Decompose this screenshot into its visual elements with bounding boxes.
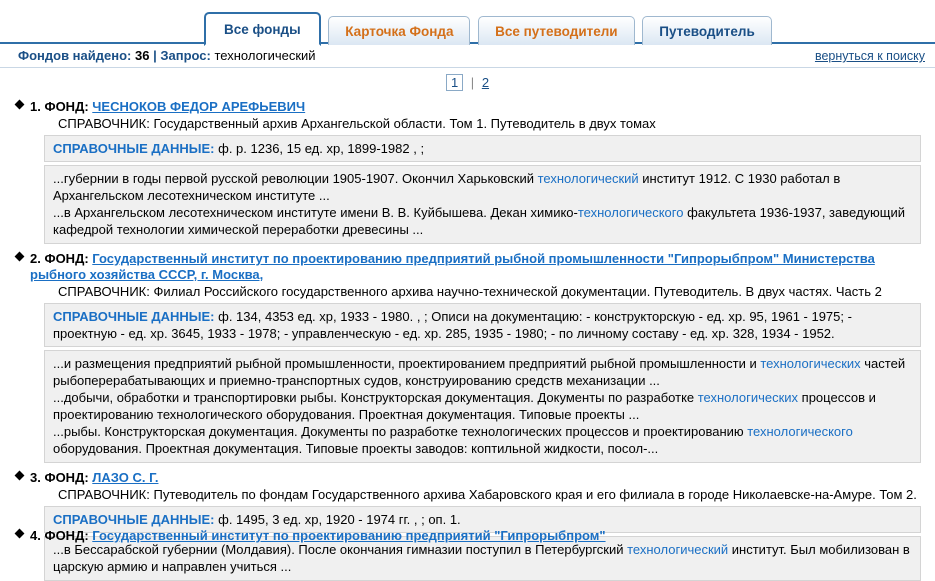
record-header (0, 528, 935, 544)
bullet-icon (15, 529, 25, 539)
snippet-highlight: технологического (577, 205, 684, 220)
page-1-current[interactable]: 1 (446, 74, 463, 91)
snippet-text: институт. Был мобилизован в царскую армию и направлен учиться ... (53, 542, 910, 574)
record-fond-label: ФОНД: (44, 528, 89, 543)
record-number: 2. (30, 251, 41, 266)
record-guide-label: СПРАВОЧНИК: (58, 487, 150, 502)
snippet (53, 389, 912, 423)
page-2-link[interactable]: 2 (481, 75, 490, 90)
snippet-text: ...добычи, обработки и транспортировки рыбы. Конструкторская документация. Документы по разработке (53, 390, 698, 405)
snippet (53, 423, 912, 457)
results-info-bar (0, 44, 935, 68)
partial-record-clip (0, 528, 935, 548)
snippet-text: ...рыбы. Конструкторская документация. Документы по разработке технологических процессов и проектированию (53, 424, 748, 439)
record-data-label: СПРАВОЧНЫЕ ДАННЫЕ: (53, 309, 215, 324)
result-record (14, 470, 921, 581)
snippet (53, 204, 912, 238)
back-to-search-link[interactable]: вернуться к поиску (814, 49, 925, 63)
record-title-link[interactable]: ЛАЗО С. Г. (92, 470, 159, 485)
results-list (0, 95, 935, 581)
record-guide-label: СПРАВОЧНИК: (58, 116, 150, 131)
snippet-text: оборудования. Проектная документация. Типовые проекты заводов: коптильной жидкости, посол-... (53, 441, 659, 456)
record-title-link[interactable]: ЧЕСНОКОВ ФЕДОР АРЕФЬЕВИЧ (92, 99, 306, 114)
record-guide-value: Государственный архив Архангельской области. Том 1. Путеводитель в двух томах (153, 116, 656, 131)
record-data-box (44, 303, 921, 347)
snippet-text: факультета 1936-1937, заведующий кафедрой технологии химической переработки древесины ... (53, 205, 905, 237)
snippet-text: ...и размещения предприятий рыбной промышленности, проектированием предприятий рыбной промышленности и (53, 356, 761, 371)
record-snippets (44, 350, 921, 463)
record-number: 1. (30, 99, 41, 114)
record-fond-label: ФОНД: (44, 251, 89, 266)
record-guide-value: Филиал Российского государственного архива научно-технической документации. Путеводитель. В двух частях. Часть 2 (153, 284, 882, 299)
tab-all-funds[interactable]: Все фонды (204, 12, 321, 46)
record-title-link[interactable]: Государственный институт по проектированию предприятий "Гипрорыбпром" (92, 528, 606, 543)
record-header (14, 470, 921, 486)
record-data-value: ф. р. 1236, 15 ед. хр, 1899-1982 , ; (218, 141, 425, 156)
record-fond-label: ФОНД: (44, 99, 89, 114)
record-data-value: ф. 1495, 3 ед. хр, 1920 - 1974 гг. , ; оп. 1. (218, 512, 461, 527)
pagination (0, 68, 935, 95)
snippet-highlight: технологических (760, 356, 861, 371)
record-snippets (44, 165, 921, 244)
tab-bar (0, 0, 935, 44)
snippet-highlight: технологический (537, 171, 639, 186)
query-value: технологический (214, 48, 316, 63)
snippet-text: ...губернии в годы первой русской революции 1905-1907. Окончил Харьковский (53, 171, 538, 186)
bullet-icon (15, 100, 25, 110)
found-label: Фондов найдено: (18, 48, 132, 63)
snippet (53, 355, 912, 389)
record-header (14, 251, 921, 283)
snippet (53, 170, 912, 204)
record-guide (14, 115, 921, 132)
record-header (14, 99, 921, 115)
pager-separator: | (470, 75, 475, 90)
snippet-highlight: технологических (697, 390, 799, 405)
snippet-text: институт 1912. С 1930 работал в Архангельском лесотехническом институте ... (53, 171, 841, 203)
result-record (14, 99, 921, 244)
tab-all-guides[interactable]: Все путеводители (478, 16, 635, 45)
result-record (14, 251, 921, 463)
snippet-text: частей рыбоперерабатывающих и приемно-транспортных судов, конструированию средств механизации ... (53, 356, 906, 388)
bullet-icon (15, 471, 25, 481)
record-guide-label: СПРАВОЧНИК: (58, 284, 150, 299)
record-data-label: СПРАВОЧНЫЕ ДАННЫЕ: (53, 141, 215, 156)
snippet-text: процессов и проектированию технологического оборудования. Проектная документация. Типовые проекты ... (53, 390, 876, 422)
record-title-link[interactable]: Государственный институт по проектированию предприятий рыбной промышленности "Гипрорыбпром" Министерства рыбного хозяйства СССР, г. Москва, (30, 251, 875, 282)
record-guide (14, 283, 921, 300)
found-count: 36 (135, 48, 150, 63)
record-number: 4. (30, 528, 41, 543)
snippet-text: ...в Архангельском лесотехническом институте имени В. В. Куйбышева. Декан химико- (53, 205, 578, 220)
tab-fund-card[interactable]: Карточка Фонда (328, 16, 470, 45)
snippet-text: ...в Бессарабской губернии (Молдавия). После окончания гимназии поступил в Петербургский (53, 542, 628, 557)
record-data-label: СПРАВОЧНЫЕ ДАННЫЕ: (53, 512, 215, 527)
snippet-highlight: технологического (747, 424, 853, 439)
infobar-separator: | (153, 48, 157, 63)
record-guide-value: Путеводитель по фондам Государственного архива Хабаровского края и его филиала в городе Николаевске-на-Амуре. Том 2. (153, 487, 917, 502)
query-label: Запрос: (160, 48, 211, 63)
record-data-box (44, 135, 921, 162)
snippet-highlight: технологический (627, 542, 729, 557)
bullet-icon (15, 252, 25, 262)
record-data-value: ф. 134, 4353 ед. хр, 1933 - 1980. , ; Описи на документацию: - конструкторскую - ед. хр. 95, 1961 - 1975; - проектную - ед. хр. 3645, 1933 - 1978; - управленческую - ед. хр. 285, 1935 - 1980; - по личному составу - ед. хр. 328, 1934 - 1952. (53, 309, 852, 341)
record-fond-label: ФОНД: (44, 470, 89, 485)
record-number: 3. (30, 470, 41, 485)
record-guide (14, 486, 921, 503)
tab-guide[interactable]: Путеводитель (642, 16, 772, 45)
